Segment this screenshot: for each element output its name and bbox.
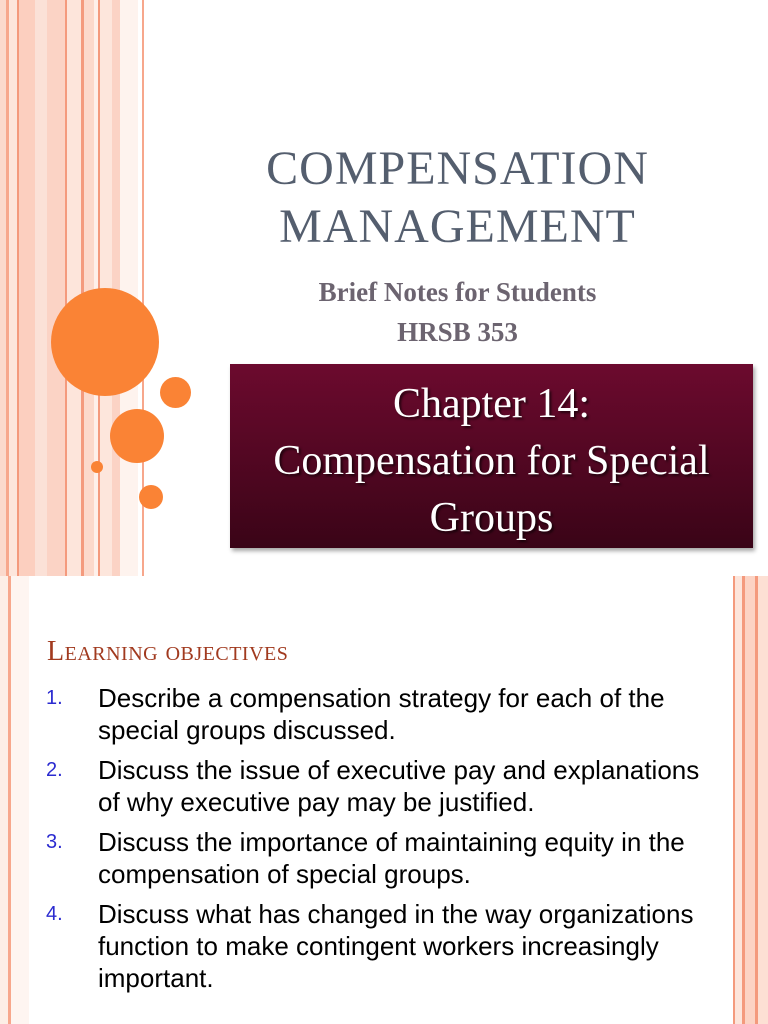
decorative-stripe bbox=[758, 576, 768, 1024]
objectives-slide bbox=[0, 576, 768, 1024]
decorative-circle bbox=[110, 409, 164, 463]
decorative-stripe bbox=[84, 0, 94, 576]
decorative-stripe bbox=[47, 0, 65, 576]
decorative-stripe bbox=[735, 576, 742, 1024]
decorative-stripe bbox=[19, 0, 35, 576]
chapter-line: Chapter 14: bbox=[392, 381, 591, 427]
decorative-stripe bbox=[11, 576, 29, 1024]
subtitle: Brief Notes for Students bbox=[318, 277, 597, 307]
item-number: 3. bbox=[46, 831, 63, 853]
list-item bbox=[46, 826, 711, 890]
item-number: 2. bbox=[46, 759, 63, 781]
decorative-stripe bbox=[35, 0, 47, 576]
decorative-stripe bbox=[9, 0, 17, 576]
item-number: 1. bbox=[46, 687, 63, 709]
decorative-stripe bbox=[120, 0, 138, 576]
item-text: Discuss what has changed in the way organizations function to make contingent workers increasingly important. bbox=[98, 899, 694, 993]
decorative-circle bbox=[51, 288, 159, 396]
title-line: COMPENSATION bbox=[266, 142, 649, 195]
decorative-circle bbox=[160, 377, 191, 408]
chapter-line: Compensation for Special bbox=[273, 438, 710, 484]
decorative-circle bbox=[91, 461, 103, 473]
item-text: Discuss the importance of maintaining equity in the compensation of special groups. bbox=[98, 827, 685, 889]
section-heading: Learning objectives bbox=[47, 636, 289, 667]
objectives-list bbox=[46, 682, 711, 1002]
list-item bbox=[46, 754, 711, 818]
list-item bbox=[46, 682, 711, 746]
title-line: MANAGEMENT bbox=[279, 200, 636, 253]
item-number: 4. bbox=[46, 903, 63, 925]
slide-title bbox=[200, 140, 715, 256]
chapter-line: Groups bbox=[429, 495, 554, 541]
decorative-stripe bbox=[0, 576, 8, 1024]
item-text: Describe a compensation strategy for each of the special groups discussed. bbox=[98, 683, 665, 745]
list-item bbox=[46, 898, 711, 994]
chapter-box bbox=[230, 364, 753, 548]
course-code: HRSB 353 bbox=[397, 317, 518, 347]
item-text: Discuss the issue of executive pay and explanations of why executive pay may be justified. bbox=[98, 755, 700, 817]
decorative-stripe bbox=[67, 0, 81, 576]
decorative-stripe bbox=[745, 576, 755, 1024]
decorative-circle bbox=[139, 485, 163, 509]
